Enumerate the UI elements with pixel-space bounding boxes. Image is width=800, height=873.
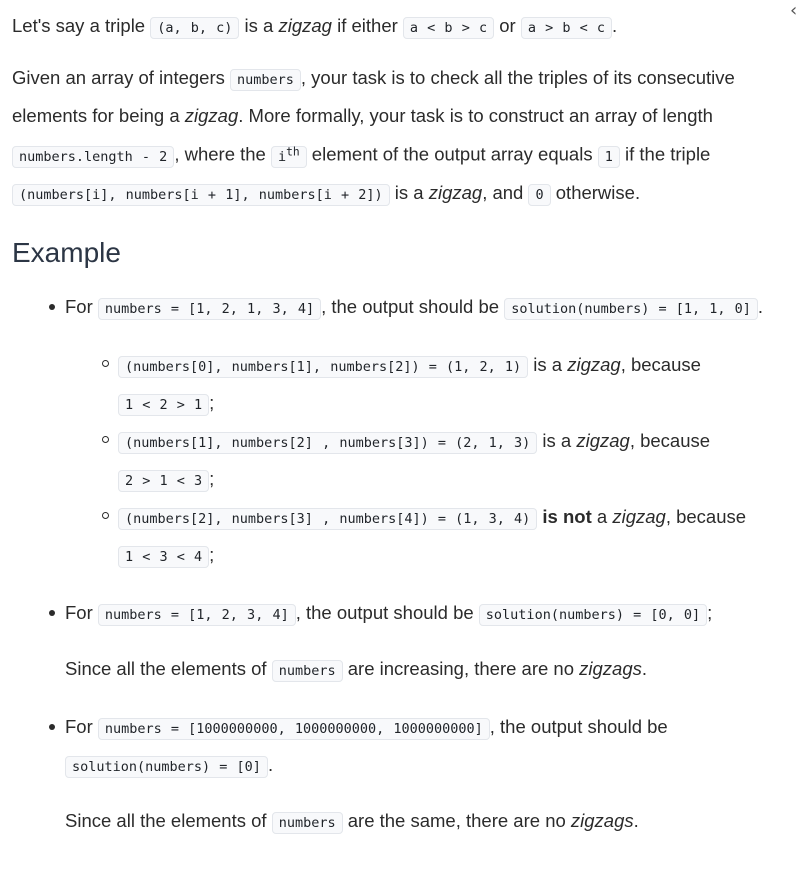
text: Let's say a triple (12, 15, 151, 36)
chevron-left-icon[interactable]: ‹ (790, 0, 798, 21)
code-length: numbers.length - 2 (12, 146, 174, 168)
code-one: 1 (598, 146, 620, 168)
emphasis: zigzag (184, 105, 239, 126)
text: or (494, 15, 521, 36)
code-numbers: numbers (272, 812, 343, 834)
intro-paragraph (12, 8, 796, 46)
code-condition-2: a > b < c (521, 17, 612, 39)
text: , and (482, 181, 529, 203)
code-comparison: 1 < 2 > 1 (118, 394, 209, 416)
examples-list (12, 289, 796, 841)
code-numbers: numbers (272, 660, 343, 682)
code-ith (271, 146, 307, 168)
explanation-line (118, 423, 796, 499)
example-item-3 (12, 709, 796, 841)
text: is a (528, 353, 568, 375)
emphasis: zigzag (567, 353, 621, 375)
code-th: th (286, 145, 300, 158)
code-triple: (a, b, c) (150, 17, 239, 39)
example-line (65, 709, 796, 785)
explanation-item-1 (65, 347, 796, 423)
explanation-list (65, 347, 796, 575)
text: ; (707, 601, 713, 623)
text: , your task is to check all the triples of its consecutive elements for being a (12, 67, 735, 126)
code-triple: (numbers[1], numbers[2] , numbers[3]) = (2, 1, 3) (118, 432, 537, 454)
emphasis: zigzags (579, 657, 642, 679)
emphasis: zigzag (612, 505, 666, 527)
text: . (267, 753, 274, 775)
code-triple: (numbers[2], numbers[3] , numbers[4]) = (1, 3, 4) (118, 508, 537, 530)
emphasis: zigzag (576, 429, 630, 451)
code-comparison: 1 < 3 < 4 (118, 546, 209, 568)
explanation-line (118, 347, 796, 423)
code-triple-index: (numbers[i], numbers[i + 1], numbers[i + 2]) (12, 184, 390, 206)
code-input: numbers = [1000000000, 1000000000, 1000000000] (98, 718, 490, 740)
example-line (65, 289, 796, 327)
text: ; (209, 467, 215, 489)
text: Since all the elements of (65, 809, 272, 831)
code-input: numbers = [1, 2, 1, 3, 4] (98, 298, 321, 320)
text: For (65, 715, 98, 737)
text: , because (629, 429, 711, 451)
code-zero: 0 (528, 184, 550, 206)
text: , because (665, 505, 747, 527)
text: is a (537, 429, 577, 451)
text: . (611, 15, 618, 36)
explanation-line (118, 499, 796, 575)
code-output: solution(numbers) = [0] (65, 756, 268, 778)
code-input: numbers = [1, 2, 3, 4] (98, 604, 296, 626)
example-heading: Example (12, 236, 121, 268)
text: . (633, 809, 639, 831)
text: Since all the elements of (65, 657, 272, 679)
text: . More formally, your task is to construct an array of length (238, 105, 713, 126)
text: a (591, 505, 613, 527)
text: element of the output array equals (306, 143, 598, 165)
example-line (65, 595, 796, 633)
code-condition-1: a < b > c (403, 17, 494, 39)
text: For (65, 295, 98, 317)
text: Given an array of integers (12, 67, 230, 88)
text: , the output should be (321, 295, 505, 317)
text: . (641, 657, 648, 679)
explanation-text (65, 651, 796, 689)
text: ; (209, 543, 215, 565)
code-triple: (numbers[0], numbers[1], numbers[2]) = (1, 2, 1) (118, 356, 528, 378)
text: is a (239, 15, 279, 36)
example-item-2 (12, 595, 796, 689)
text: ; (209, 391, 215, 413)
text: if either (331, 15, 403, 36)
example-item-1 (12, 289, 796, 575)
explanation-text (65, 803, 796, 841)
text: is a (389, 181, 429, 203)
strong-text: is not (537, 505, 592, 527)
task-paragraph (12, 60, 796, 213)
explanation-item-3 (65, 499, 796, 575)
code-numbers: numbers (230, 69, 301, 91)
text: are the same, there are no (342, 809, 571, 831)
text: are increasing, there are no (342, 657, 580, 679)
text: , the output should be (295, 601, 479, 623)
text: otherwise. (550, 181, 641, 203)
problem-description (12, 8, 796, 861)
emphasis: zigzag (428, 181, 483, 203)
code-output: solution(numbers) = [0, 0] (479, 604, 707, 626)
text: if the triple (619, 143, 711, 165)
text: . (757, 295, 764, 317)
explanation-item-2 (65, 423, 796, 499)
text: , the output should be (489, 715, 668, 737)
code-output: solution(numbers) = [1, 1, 0] (504, 298, 758, 320)
emphasis: zigzag (278, 15, 332, 36)
text: , because (620, 353, 701, 375)
code-comparison: 2 > 1 < 3 (118, 470, 209, 492)
emphasis: zigzags (570, 809, 634, 831)
code-i: i (277, 148, 287, 165)
text: , where the (174, 143, 271, 165)
text: For (65, 601, 98, 623)
